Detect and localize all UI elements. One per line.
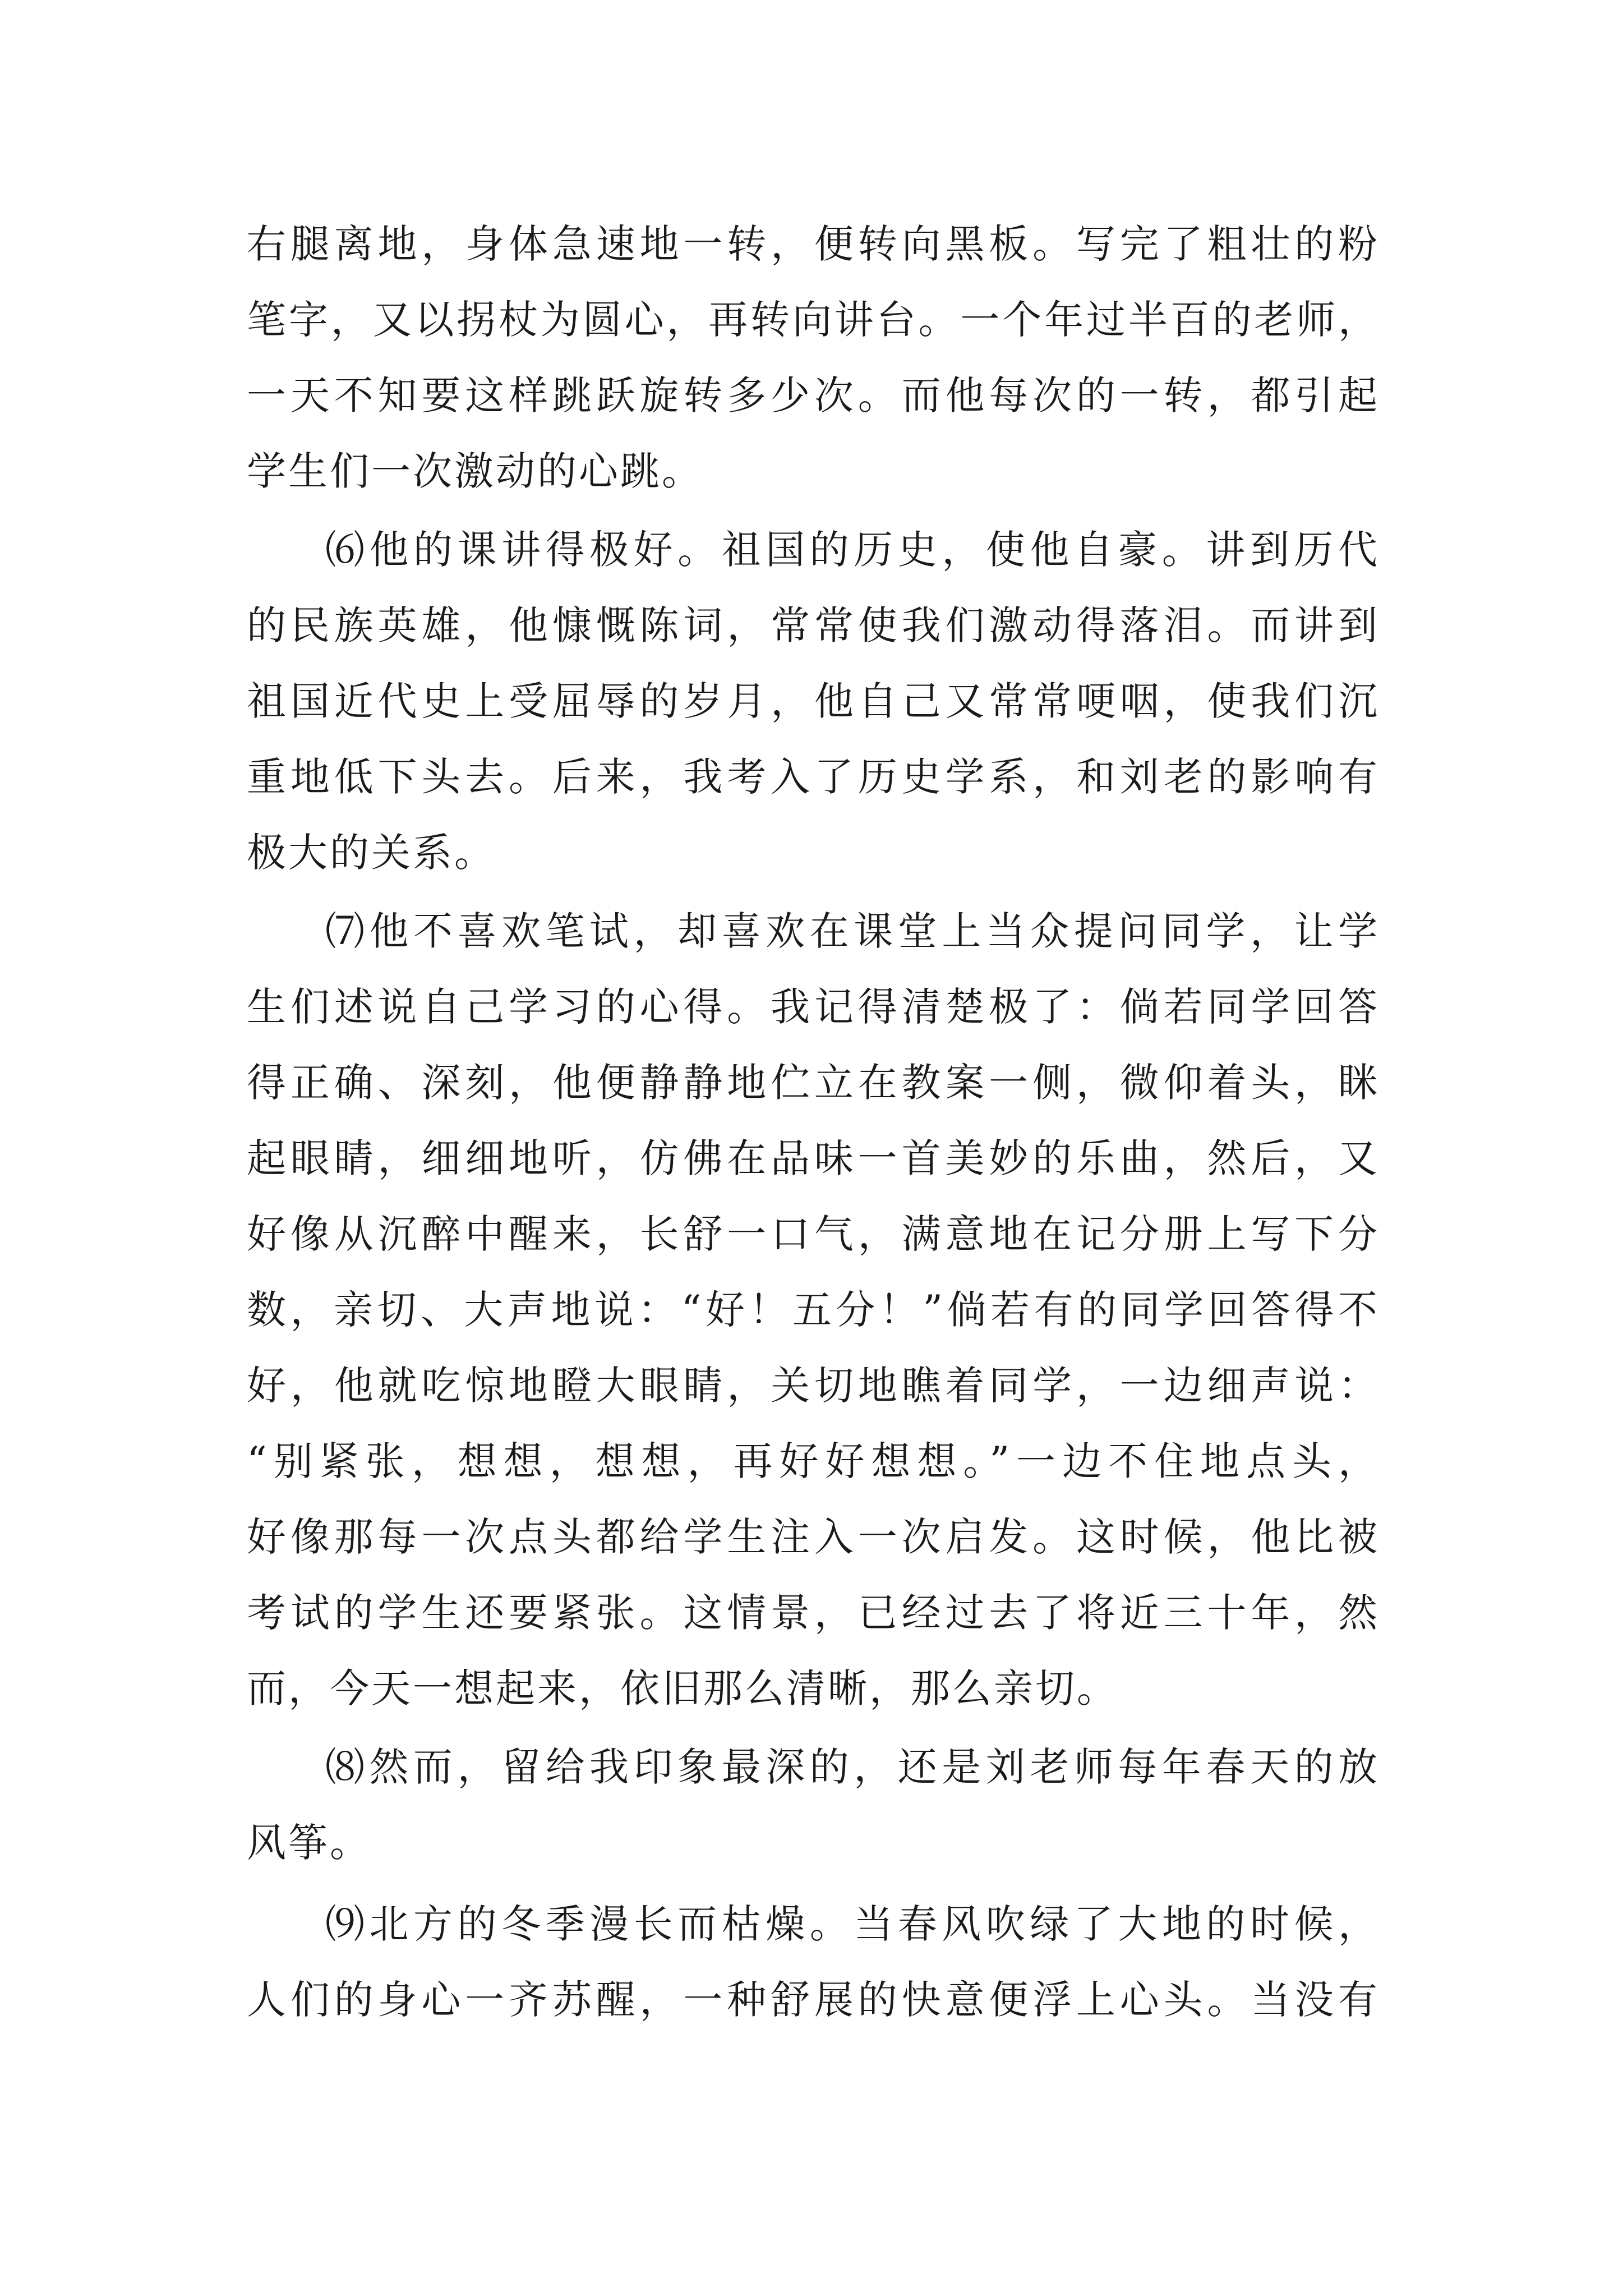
text-line: 而，今天一想起来，依旧那么清晰，那么亲切。 xyxy=(247,1665,1118,1711)
text-line: 好，他就吃惊地瞪大眼睛，关切地瞧着同学，一边细声说： xyxy=(247,1363,1380,1409)
text-line: 人们的身心一齐苏醒，一种舒展的快意便浮上心头。当没有 xyxy=(247,1977,1380,2023)
text-line: 风筝。 xyxy=(247,1820,371,1866)
text-line: “别紧张，想想，想想，再好好想想。”一边不住地点头， xyxy=(247,1438,1380,1484)
paragraph-6-line: ⑹他的课讲得极好。祖国的历史，使他自豪。讲到历代 xyxy=(325,527,1380,573)
text-line: 得正确、深刻，他便静静地伫立在教案一侧，微仰着头，眯 xyxy=(247,1060,1380,1106)
paragraph-7-line: ⑺他不喜欢笔试，却喜欢在课堂上当众提问同学，让学 xyxy=(325,908,1380,954)
paragraph-9-line: ⑼北方的冬季漫长而枯燥。当春风吹绿了大地的时候， xyxy=(325,1901,1380,1947)
text-line: 好像从沉醉中醒来，长舒一口气，满意地在记分册上写下分 xyxy=(247,1211,1380,1257)
paragraph-8-line: ⑻然而，留给我印象最深的，还是刘老师每年春天的放 xyxy=(325,1744,1380,1790)
text-line: 学生们一次激动的心跳。 xyxy=(247,448,703,494)
text-line: 重地低下头去。后来，我考入了历史学系，和刘老的影响有 xyxy=(247,754,1380,800)
text-line: 考试的学生还要紧张。这情景，已经过去了将近三十年，然 xyxy=(247,1590,1380,1636)
text-line: 数，亲切、大声地说：“好！五分！”倘若有的同学回答得不 xyxy=(247,1287,1380,1333)
text-line: 右腿离地，身体急速地一转，便转向黑板。写完了粗壮的粉 xyxy=(247,221,1380,267)
text-line: 祖国近代史上受屈辱的岁月，他自己又常常哽咽，使我们沉 xyxy=(247,678,1380,724)
text-line: 的民族英雄，他慷慨陈词，常常使我们激动得落泪。而讲到 xyxy=(247,602,1380,648)
text-line: 笔字，又以拐杖为圆心，再转向讲台。一个年过半百的老师， xyxy=(247,297,1380,343)
text-line: 一天不知要这样跳跃旋转多少次。而他每次的一转，都引起 xyxy=(247,372,1380,418)
text-line: 极大的关系。 xyxy=(247,830,496,876)
text-line: 起眼睛，细细地听，仿佛在品味一首美妙的乐曲，然后，又 xyxy=(247,1135,1380,1181)
text-line: 生们述说自己学习的心得。我记得清楚极了：倘若同学回答 xyxy=(247,984,1380,1030)
text-line: 好像那每一次点头都给学生注入一次启发。这时候，他比被 xyxy=(247,1514,1380,1560)
